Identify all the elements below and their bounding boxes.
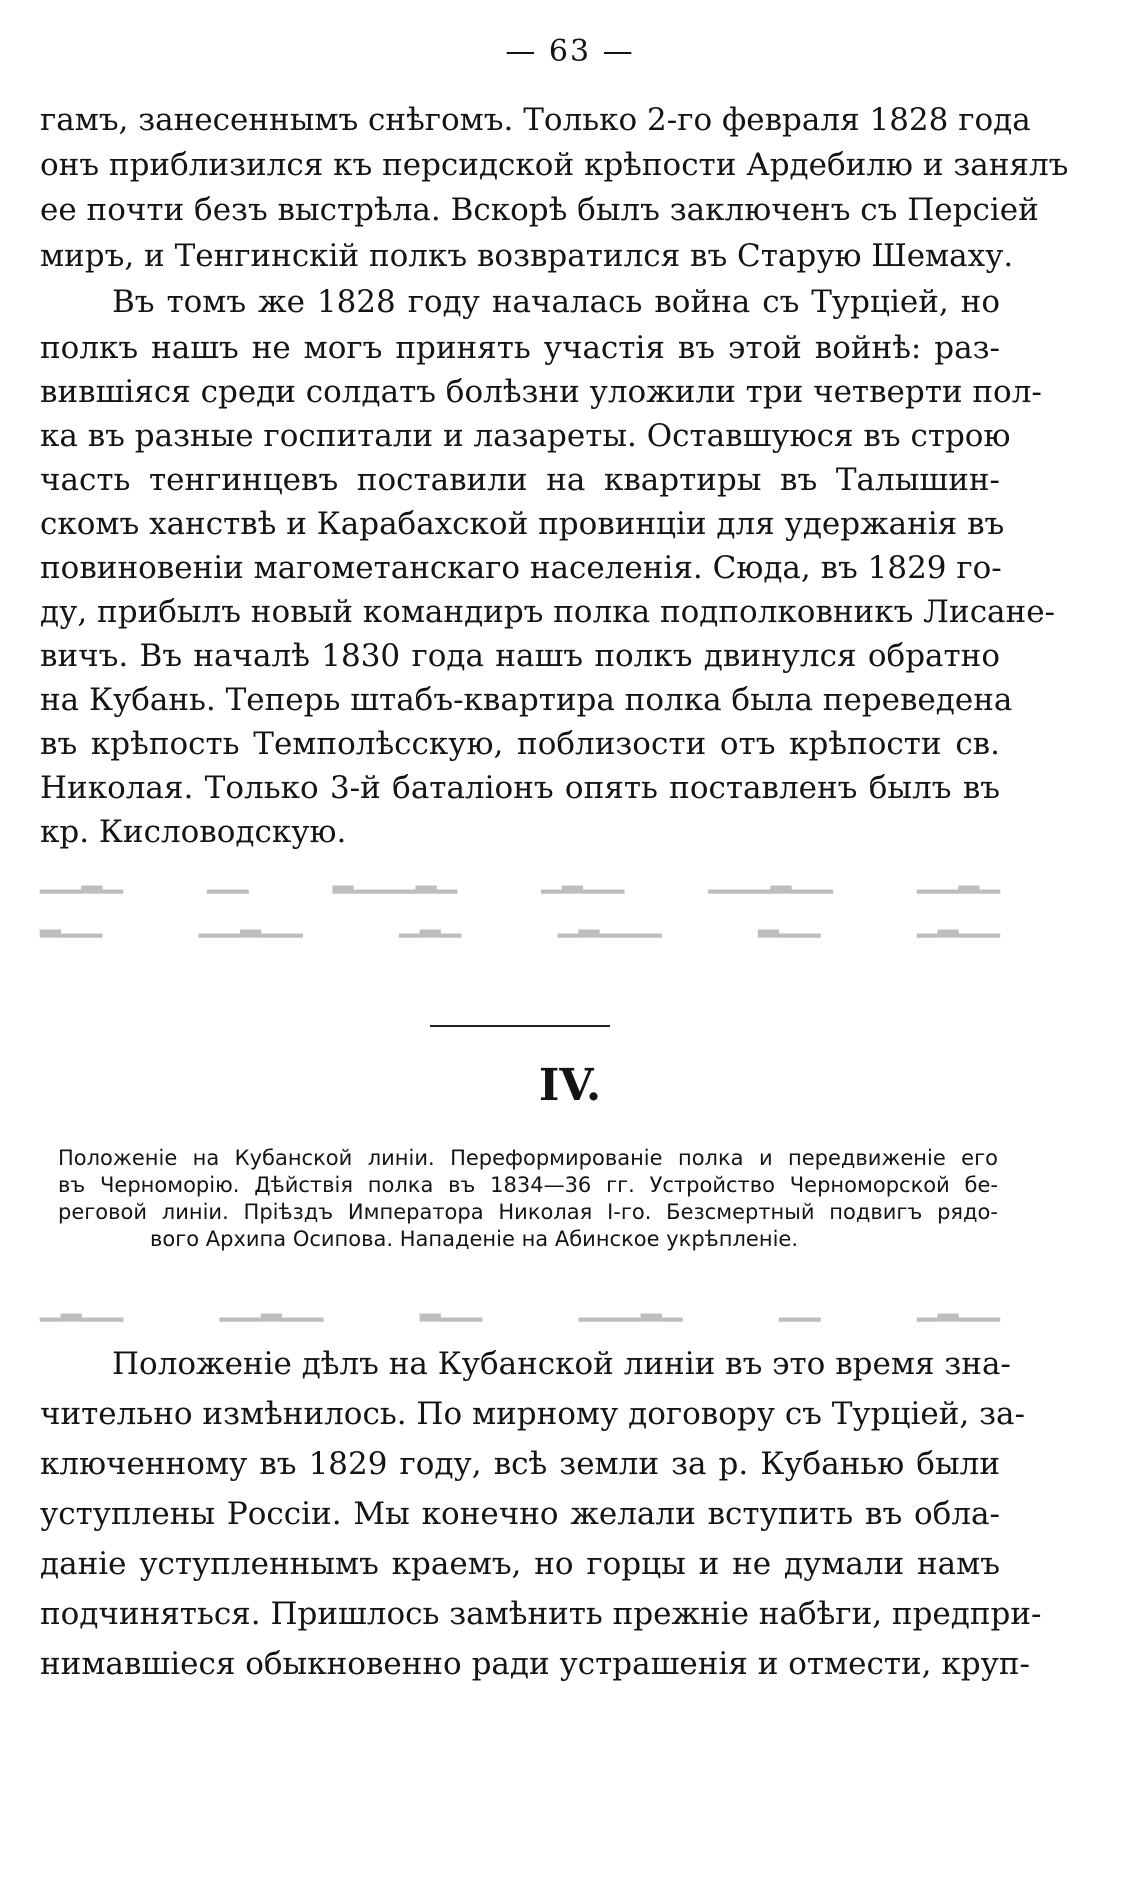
text-line: даніе уступленнымъ краемъ, но горцы и не думали намъ <box>40 1546 1000 1582</box>
text-line: Николая. Только 3-й баталіонъ опять поставленъ былъ въ <box>40 770 1000 806</box>
text-line: чительно измѣнилось. По мирному договору съ Турціей, за- <box>40 1396 1025 1432</box>
text-line: ду, прибылъ новый командиръ полка подполковникъ Лисане- <box>40 594 1056 630</box>
show-through-text: ▁▁▂▁ ▁▁▂ ▁▁▁▂▁ ▁▂▁ ▁▁▂▁▁ ▁▁▂ <box>40 907 1000 938</box>
chapter-summary-line: вого Архипа Осипова. Нападеніе на Абинское укрѣпленіе. <box>150 1227 799 1251</box>
text-line: кр. Кисловодскую. <box>40 814 347 850</box>
text-line: ее почти безъ выстрѣла. Вскорѣ былъ заключенъ съ Персіей <box>40 192 1039 228</box>
text-line: гамъ, занесеннымъ снѣгомъ. Только 2-го февраля 1828 года <box>40 102 1031 138</box>
chapter-summary-line: реговой линіи. Пріѣздъ Императора Николая I-го. Безсмертный подвигъ рядо- <box>58 1200 998 1224</box>
chapter-summary-line: Положеніе на Кубанской линіи. Переформированіе полка и передвиженіе его <box>58 1146 998 1170</box>
text-line: миръ, и Тенгинскій полкъ возвратился въ Старую Шемаху. <box>40 238 1014 274</box>
text-line: Въ томъ же 1828 году началась война съ Турціей, но <box>112 284 1000 320</box>
text-line: нимавшіеся обыкновенно ради устрашенія и отмести, круп- <box>40 1646 1030 1682</box>
text-line: часть тенгинцевъ поставили на квартиры въ Талышин- <box>40 462 1000 498</box>
text-line: ка въ разные госпитали и лазареты. Оставшуюся въ строю <box>40 418 1011 454</box>
text-line: ключенному въ 1829 году, всѣ земли за р. Кубанью были <box>40 1446 1000 1482</box>
page-number: — 63 — <box>505 34 635 69</box>
text-line: онъ приблизился къ персидской крѣпости Ардебилю и занялъ <box>40 147 1069 183</box>
section-rule <box>430 1025 610 1027</box>
text-line: полкъ нашъ не могъ принять участія въ этой войнѣ: раз- <box>40 330 1000 366</box>
chapter-summary-line: въ Черноморію. Дѣйствія полка въ 1834—36 гг. Устройство Черноморской бе- <box>58 1173 998 1197</box>
text-line: въ крѣпость Темполѣсскую, поблизости отъ крѣпости св. <box>40 726 1000 762</box>
section-number: IV. <box>538 1060 602 1111</box>
text-line: повиновеніи магометанскаго населенія. Сюда, въ 1829 го- <box>40 550 1002 586</box>
text-line: вившіяся среди солдатъ болѣзни уложили три четверти пол- <box>40 374 1042 410</box>
text-line: Положеніе дѣлъ на Кубанской линіи въ это время зна- <box>112 1346 1011 1382</box>
text-line: вичъ. Въ началѣ 1830 года нашъ полкъ двинулся обратно <box>40 638 1000 674</box>
text-line: уступлены Россіи. Мы конечно желали вступить въ обла- <box>40 1496 1000 1532</box>
show-through-text: ▁▂▁▁ ▁▁▂▁▁▁ ▁▁▂▁ ▁▂▁▁▁▂ ▁▁ ▁▂▁▁ <box>40 863 1000 894</box>
text-line: подчиняться. Пришлось замѣнить прежніе набѣги, предпри- <box>40 1596 1042 1632</box>
text-line: скомъ ханствѣ и Карабахской провинціи для удержанія въ <box>40 506 1005 542</box>
show-through-text: ▁▁▂▁ ▁▁ ▁▂▁▁▁ ▁▁▂ ▁▁▂▁▁ ▁▁▂▁ <box>40 1291 1000 1322</box>
text-line: на Кубань. Теперь штабъ-квартира полка была переведена <box>40 682 1013 718</box>
